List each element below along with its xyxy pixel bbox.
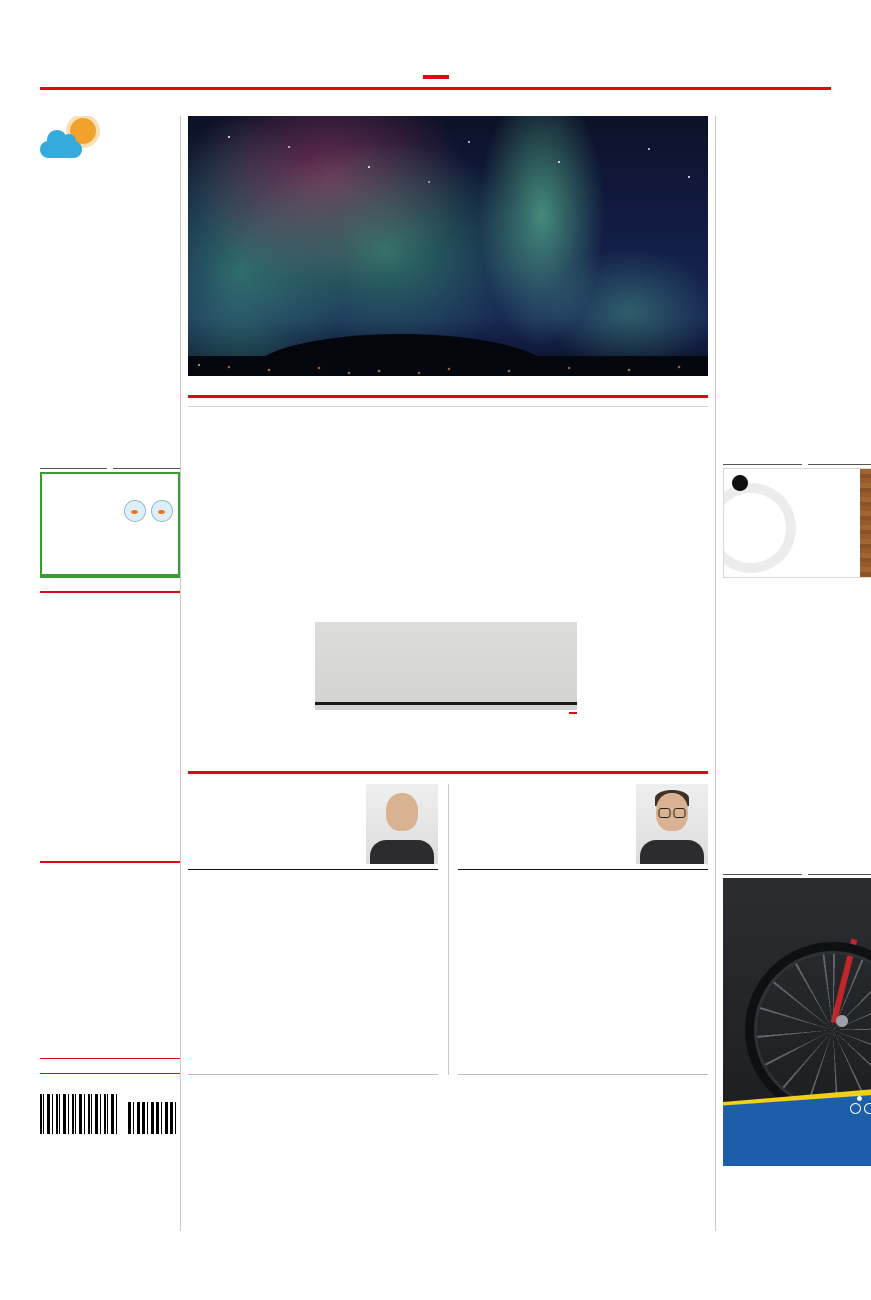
watermark-ring <box>723 483 796 573</box>
section-header <box>40 858 180 863</box>
column-divider <box>438 784 458 1075</box>
oetken-logo <box>732 475 748 491</box>
article-davos <box>40 236 180 464</box>
glasses-icon <box>659 808 686 818</box>
wheel-hub <box>836 1015 848 1027</box>
section-sport <box>40 588 180 856</box>
weather-widget <box>40 116 180 228</box>
article-wm-boykott <box>723 124 871 460</box>
ad-loesch[interactable] <box>40 468 180 578</box>
article-col <box>584 413 708 723</box>
article-documenta <box>723 588 871 870</box>
opinion-col <box>188 878 308 1070</box>
ground-silhouette <box>188 356 708 376</box>
right-column <box>716 116 871 1231</box>
author-photo-andreas-arens <box>636 784 708 864</box>
sun-cloud-icon <box>40 116 102 164</box>
blue-band <box>723 1094 871 1166</box>
article-col <box>320 413 444 611</box>
hna-logo <box>423 75 449 79</box>
section-rule <box>188 395 708 398</box>
section-header <box>40 588 180 593</box>
anzeige-label <box>723 464 871 465</box>
hna-logo-small <box>569 712 577 714</box>
opinion-pro <box>188 784 438 1075</box>
wood-texture <box>860 469 871 577</box>
chart-bars <box>315 628 577 705</box>
stars <box>228 136 230 138</box>
ad-website[interactable] <box>42 574 178 576</box>
article-col <box>452 413 576 611</box>
chart-x-labels <box>315 705 577 710</box>
masthead <box>0 0 871 70</box>
aurora-photo <box>188 116 708 376</box>
insolvency-chart <box>315 619 577 714</box>
opinion-col <box>588 878 708 1070</box>
author-photo-matthias-lohr <box>366 784 438 864</box>
opinion-contra <box>458 784 708 1075</box>
cyclist-icon <box>850 1103 871 1114</box>
masthead-rule <box>40 87 831 90</box>
ad-bike[interactable] <box>723 874 871 1166</box>
lead-article <box>188 406 708 751</box>
ad-oetken[interactable] <box>723 464 871 578</box>
opinion-col <box>318 878 438 1070</box>
contact-box <box>40 1058 180 1074</box>
section-panorama <box>40 858 180 1054</box>
center-column <box>181 116 715 1231</box>
barcode <box>40 1088 180 1146</box>
pro-contra-section <box>188 767 708 1075</box>
anzeige-label <box>723 874 871 875</box>
town-lights <box>198 364 200 366</box>
left-column <box>40 116 180 1231</box>
barcode-bars <box>128 1102 176 1134</box>
barcode-bars <box>40 1094 120 1134</box>
fishbowl-icon <box>124 500 173 522</box>
opinion-col <box>458 878 578 1070</box>
anzeige-label <box>40 468 180 469</box>
pro-contra-header <box>188 767 708 774</box>
